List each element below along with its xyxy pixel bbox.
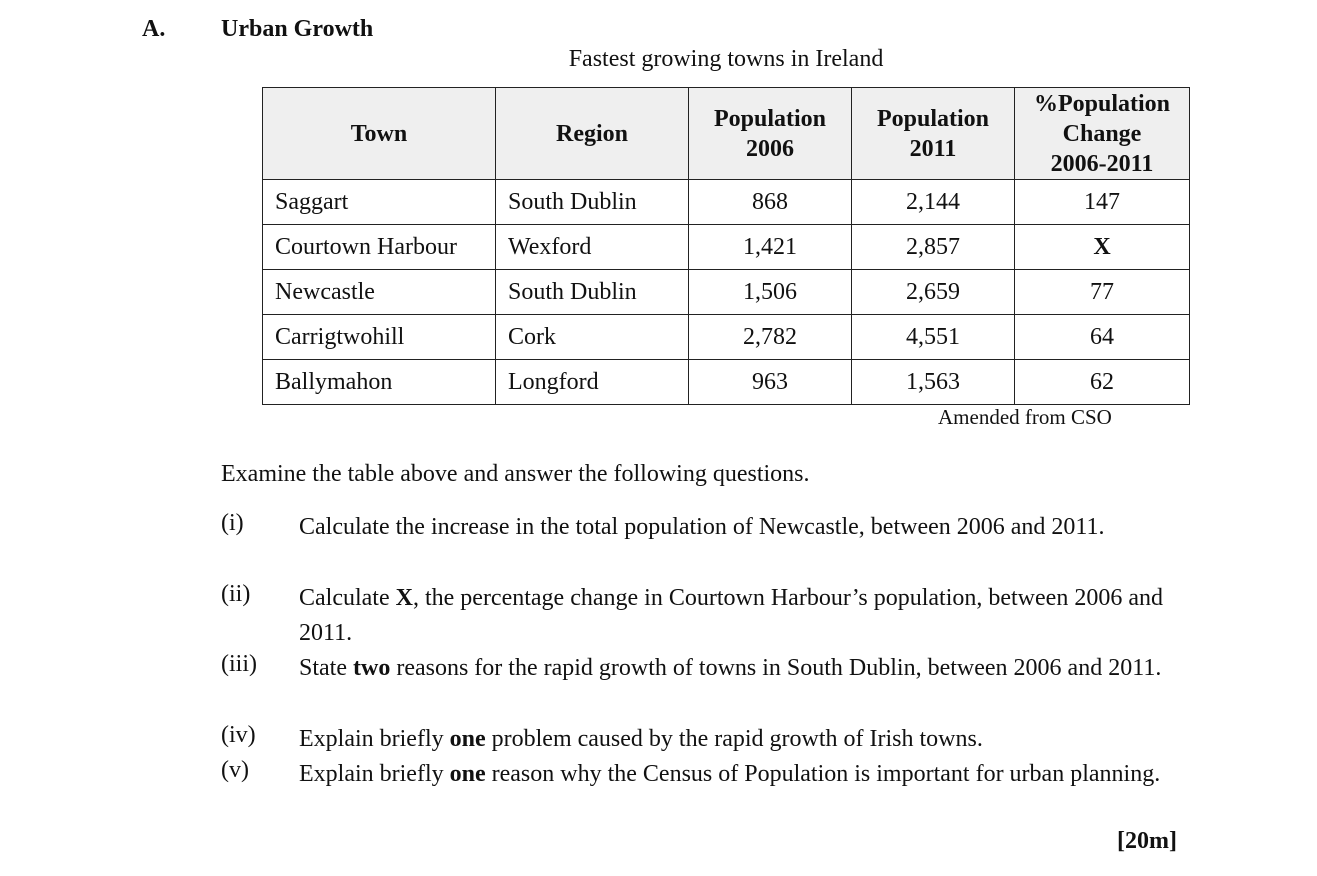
table-caption: Fastest growing towns in Ireland xyxy=(568,46,884,72)
question-number: (ii) xyxy=(221,581,251,607)
cell-town: Ballymahon xyxy=(263,360,496,405)
cell-pop-2006: 963 xyxy=(689,360,852,405)
section-letter: A. xyxy=(142,16,166,42)
cell-town: Newcastle xyxy=(263,270,496,315)
table-row xyxy=(263,360,1190,405)
table-row xyxy=(263,270,1190,315)
question-text: Calculate the increase in the total population of Newcastle, between 2006 and 2011. xyxy=(299,514,1105,540)
cell-region: Cork xyxy=(496,315,689,360)
question-number: (iii) xyxy=(221,651,257,677)
header-region: Region xyxy=(496,88,689,180)
question-text: State two reasons for the rapid growth of towns in South Dublin, between 2006 and 2011. xyxy=(299,655,1162,681)
cell-town: Saggart xyxy=(263,180,496,225)
table-row xyxy=(263,315,1190,360)
header-percent-change: %Population Change 2006-2011 xyxy=(1015,88,1190,180)
section-title: Urban Growth xyxy=(221,16,374,42)
cell-region: South Dublin xyxy=(496,270,689,315)
cell-change: X xyxy=(1015,225,1190,270)
table-row xyxy=(263,180,1190,225)
cell-town: Courtown Harbour xyxy=(263,225,496,270)
cell-town: Carrigtwohill xyxy=(263,315,496,360)
table-header-row xyxy=(263,88,1190,180)
cell-pop-2011: 1,563 xyxy=(852,360,1015,405)
cell-change: 62 xyxy=(1015,360,1190,405)
cell-change: 64 xyxy=(1015,315,1190,360)
cell-region: Wexford xyxy=(496,225,689,270)
cell-pop-2011: 2,857 xyxy=(852,225,1015,270)
cell-pop-2011: 2,144 xyxy=(852,180,1015,225)
table-source: Amended from CSO xyxy=(938,405,1112,429)
cell-change: 147 xyxy=(1015,180,1190,225)
question-number: (v) xyxy=(221,757,249,783)
question-text: Calculate X, the percentage change in Courtown Harbour’s population, between 2006 and 2011. xyxy=(299,585,1163,646)
cell-region: Longford xyxy=(496,360,689,405)
cell-pop-2006: 1,421 xyxy=(689,225,852,270)
cell-change: 77 xyxy=(1015,270,1190,315)
question-number: (i) xyxy=(221,510,244,536)
cell-pop-2011: 2,659 xyxy=(852,270,1015,315)
header-town: Town xyxy=(263,88,496,180)
header-population-2006: Population 2006 xyxy=(689,88,852,180)
header-population-2011: Population 2011 xyxy=(852,88,1015,180)
cell-pop-2006: 1,506 xyxy=(689,270,852,315)
table-row xyxy=(263,225,1190,270)
marks-label: [20m] xyxy=(1117,828,1177,854)
population-table xyxy=(262,87,1190,405)
cell-pop-2006: 868 xyxy=(689,180,852,225)
question-text: Explain briefly one problem caused by the rapid growth of Irish towns. xyxy=(299,726,983,752)
cell-pop-2006: 2,782 xyxy=(689,315,852,360)
cell-pop-2011: 4,551 xyxy=(852,315,1015,360)
question-text: Explain briefly one reason why the Census of Population is important for urban planning. xyxy=(299,761,1161,787)
instructions: Examine the table above and answer the following questions. xyxy=(221,461,810,487)
cell-region: South Dublin xyxy=(496,180,689,225)
question-number: (iv) xyxy=(221,722,256,748)
